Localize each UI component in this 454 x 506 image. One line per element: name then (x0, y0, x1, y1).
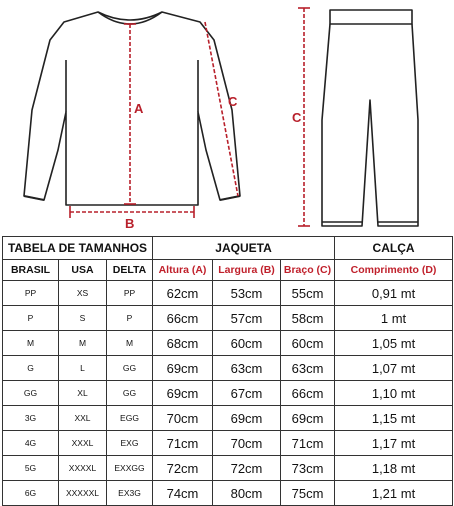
table-row (3, 356, 453, 381)
table-cell: 66cm (153, 306, 213, 331)
table-cell: 70cm (213, 431, 281, 456)
table-cell: L (59, 356, 107, 381)
table-row (3, 456, 453, 481)
table-cell: 69cm (153, 381, 213, 406)
table-cell: 6G (3, 481, 59, 506)
table-cell: 4G (3, 431, 59, 456)
table-cell: 66cm (281, 381, 335, 406)
column-header: Comprimento (D) (335, 260, 453, 281)
table-cell: XL (59, 381, 107, 406)
table-cell: PP (107, 281, 153, 306)
table-cell: 5G (3, 456, 59, 481)
jacket-label-b: B (125, 216, 135, 231)
table-cell: EGG (107, 406, 153, 431)
table-row (3, 381, 453, 406)
table-cell: P (3, 306, 59, 331)
table-cell: M (3, 331, 59, 356)
size-table (2, 236, 453, 506)
dimension-lines (70, 8, 304, 226)
table-row (3, 306, 453, 331)
table-cell: 1,18 mt (335, 456, 453, 481)
table-cell: 1 mt (335, 306, 453, 331)
table-cell: 60cm (281, 331, 335, 356)
table-cell: EX3G (107, 481, 153, 506)
table-cell: EXXGG (107, 456, 153, 481)
garment-diagrams (0, 0, 454, 235)
table-cell: 53cm (213, 281, 281, 306)
table-cell: XXXL (59, 431, 107, 456)
jacket-label-a: A (134, 101, 144, 116)
table-cell: 72cm (213, 456, 281, 481)
table-cell: 69cm (213, 406, 281, 431)
table-cell: S (59, 306, 107, 331)
table-cell: 1,10 mt (335, 381, 453, 406)
column-header: USA (59, 260, 107, 281)
column-header: Braço (C) (281, 260, 335, 281)
table-cell: 69cm (281, 406, 335, 431)
table-cell: 1,21 mt (335, 481, 453, 506)
table-body (3, 281, 453, 506)
table-cell: 74cm (153, 481, 213, 506)
pants-label-c: C (292, 110, 302, 125)
jacket-illustration (24, 12, 240, 205)
table-cell: G (3, 356, 59, 381)
table-cell: 63cm (281, 356, 335, 381)
table-row (3, 481, 453, 506)
table-cell: 62cm (153, 281, 213, 306)
table-cell: 71cm (281, 431, 335, 456)
table-cell: 0,91 mt (335, 281, 453, 306)
table-cell: M (59, 331, 107, 356)
table-cell: XXXXXL (59, 481, 107, 506)
column-header: Altura (A) (153, 260, 213, 281)
column-header: BRASIL (3, 260, 59, 281)
table-cell: P (107, 306, 153, 331)
table-cell: 71cm (153, 431, 213, 456)
table-cell: 57cm (213, 306, 281, 331)
table-cell: 63cm (213, 356, 281, 381)
table-row (3, 431, 453, 456)
table-cell: 1,05 mt (335, 331, 453, 356)
table-cell: XXL (59, 406, 107, 431)
table-cell: 69cm (153, 356, 213, 381)
table-row (3, 331, 453, 356)
table-cell: 1,07 mt (335, 356, 453, 381)
jacket-label-c: C (228, 94, 238, 109)
table-cell: 75cm (281, 481, 335, 506)
table-cell: 55cm (281, 281, 335, 306)
table-cell: 1,17 mt (335, 431, 453, 456)
table-cell: EXG (107, 431, 153, 456)
table-cell: 60cm (213, 331, 281, 356)
table-cell: GG (3, 381, 59, 406)
table-cell: PP (3, 281, 59, 306)
table-cell: 73cm (281, 456, 335, 481)
table-cell: 3G (3, 406, 59, 431)
table-cell: 1,15 mt (335, 406, 453, 431)
table-cell: M (107, 331, 153, 356)
table-row (3, 406, 453, 431)
sizes-group-header: TABELA DE TAMANHOS (3, 237, 153, 260)
column-header: Largura (B) (213, 260, 281, 281)
table-cell: 80cm (213, 481, 281, 506)
column-header: DELTA (107, 260, 153, 281)
table-cell: 70cm (153, 406, 213, 431)
table-cell: XS (59, 281, 107, 306)
table-cell: GG (107, 381, 153, 406)
table-cell: XXXXL (59, 456, 107, 481)
table-cell: 72cm (153, 456, 213, 481)
pants-group-header: CALÇA (335, 237, 453, 260)
table-cell: 67cm (213, 381, 281, 406)
table-cell: GG (107, 356, 153, 381)
table-row (3, 281, 453, 306)
pants-illustration (322, 10, 418, 226)
table-cell: 68cm (153, 331, 213, 356)
table-cell: 58cm (281, 306, 335, 331)
jacket-group-header: JAQUETA (153, 237, 335, 260)
